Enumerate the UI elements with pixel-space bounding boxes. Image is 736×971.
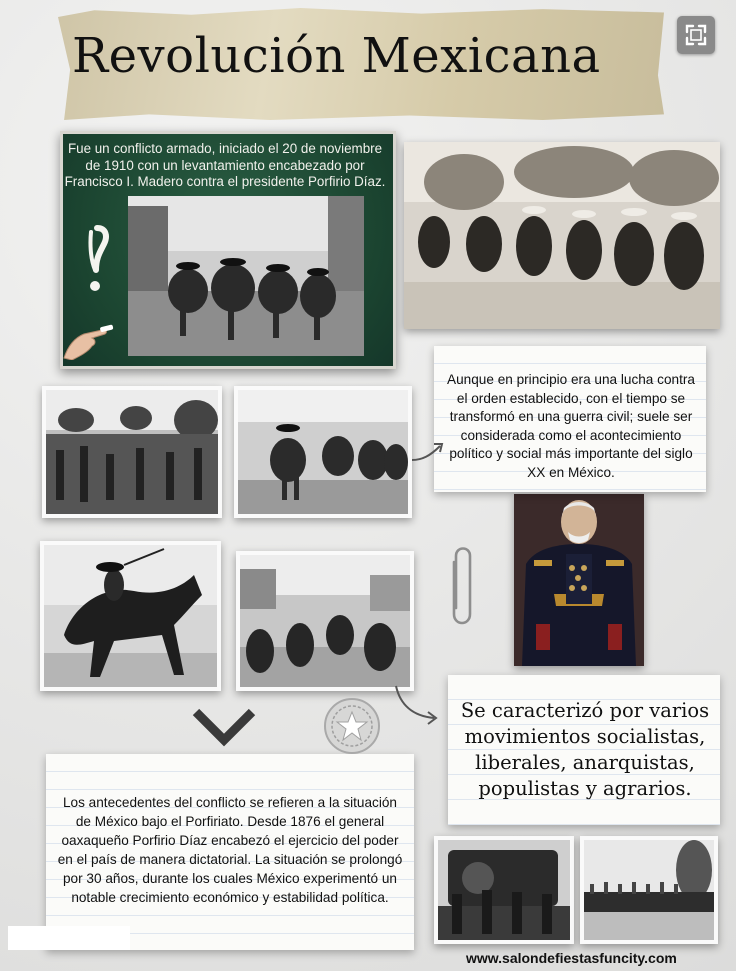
chalk-exclamation-icon: [82, 222, 112, 302]
paperclip-icon: [444, 542, 478, 632]
fullscreen-button[interactable]: [677, 16, 715, 54]
chevron-down-icon: [190, 704, 258, 748]
intro-text: Fue un conflicto armado, iniciado el 20 de noviembre de 1910 con un levantamiento encabezado por Francisco I. Madero contra el presidente Porfirio Díaz.: [64, 141, 386, 190]
porfirio-diaz-portrait: [514, 494, 644, 666]
sepia-cavalry-photo: [404, 142, 720, 329]
fullscreen-icon: [677, 16, 715, 54]
hand-with-chalk-icon: [62, 318, 114, 360]
antecedentes-note-text: Los antecedentes del conflicto se refieren a la situación de México bajo el Porfiriato. Desde 1876 el general oaxaqueño Porfirio Díaz encabezó el ejercicio del poder en el país de manera dictatorial. La situación se prolongó por 30 años, durante los cuales México experimentó un notable crecimiento económico y estabilidad política.: [57, 795, 403, 905]
civil-war-note-text: Aunque en principio era una lucha contra el orden establecido, con el tiempo se transformó en una guerra civil; suele ser considerada como el acontecimiento político y social más importante del siglo XX en México.: [447, 372, 695, 480]
curved-arrow-icon: [408, 436, 448, 466]
movements-note-text: Se caracterizó por varios movimientos socialistas, liberales, anarquistas, populistas y agrarios.: [460, 699, 710, 800]
cavalry-charge-photo: [234, 386, 412, 518]
cavalry-street-photo: [128, 196, 364, 356]
star-seal-icon: [322, 696, 382, 756]
locomotive-soldiers-photo: [434, 836, 574, 944]
soldiers-street-photo: [236, 551, 414, 691]
page-title: Revolución Mexicana: [72, 28, 601, 84]
website-link[interactable]: www.salondefiestasfuncity.com: [466, 950, 677, 966]
curved-arrow-down-icon: [392, 682, 440, 726]
crowd-gathering-photo: [42, 386, 222, 518]
horse-rider-photo: [40, 541, 221, 691]
blank-label-strip: [8, 926, 130, 950]
train-troops-photo: [580, 836, 718, 944]
